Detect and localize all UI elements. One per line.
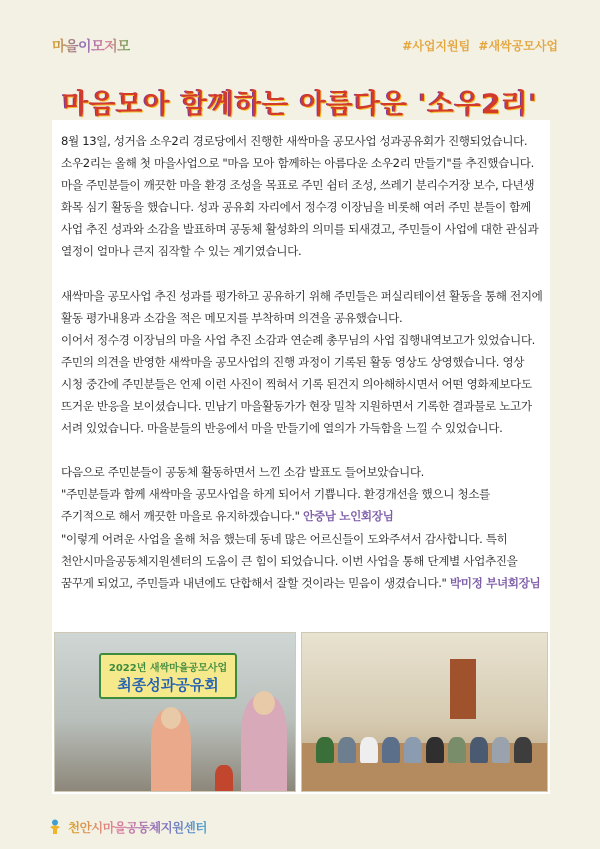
paragraph-facilitation: 새싹마을 공모사업 추진 성과를 평가하고 공유하기 위해 주민들은 퍼실리테이션 활동을 통해 전지에 활동 평가내용과 소감을 적은 메모지를 부착하며 의견을 공유했습니다. — [61, 288, 543, 325]
photo-attendee — [338, 737, 356, 763]
footer-logo — [48, 818, 207, 836]
article-headline: 마음모아 함께하는 아름다운 '소우2리' — [62, 89, 538, 120]
photo-person-child — [215, 765, 233, 791]
photo-door — [450, 659, 476, 719]
banner-title: 최종성과공유회 — [117, 676, 219, 694]
hashtag-team[interactable]: #사업지원팀 — [402, 39, 471, 53]
photo-attendee — [316, 737, 334, 763]
photo-attendee — [448, 737, 466, 763]
page-header — [0, 0, 600, 70]
photo-person-head — [253, 691, 275, 715]
quote-text-2: "이렇게 어려운 사업을 올해 처음 했는데 동네 많은 어르신들이 도와주셔서 감사합니다. 특히 천안시마을공동체지원센터의 도움이 큰 힘이 되었습니다. 이번 사업을 통해 단계별 사업추진을 꿈꾸게 되었고, 주민들과 내년에도 단합해서 잘할 것이라는 믿음이 생겼습니다." — [61, 531, 518, 590]
person-logo-icon — [48, 819, 62, 835]
photo-attendee — [470, 737, 488, 763]
quote-speaker-2: 박미정 부녀회장님 — [449, 575, 541, 590]
banner-subtitle: 2022년 새싹마을공모사업 — [108, 663, 228, 674]
hashtag-list — [398, 37, 558, 54]
photo-person-head — [161, 707, 181, 729]
quote-block-1 — [61, 483, 543, 527]
hashtag-project[interactable]: #새싹공모사업 — [478, 39, 558, 53]
quote-speaker-1: 안중남 노인회장님 — [303, 509, 394, 524]
quote-text-1: "주민분들과 함께 새싹마을 공모사업을 하게 되어서 기쁩니다. 환경개선을 했으니 청소를 주기적으로 해서 깨끗한 마을로 유지하겠습니다." — [61, 487, 490, 524]
article-card — [52, 120, 550, 794]
paragraph-testimony-intro: 다음으로 주민분들이 공동체 활동하면서 느낀 소감 발표도 들어보았습니다. — [61, 465, 425, 480]
footer-org-name: 천안시마을공동체지원센터 — [68, 820, 207, 835]
photo-attendee — [514, 737, 532, 763]
paragraph-report: 이어서 정수경 이장님의 마을 사업 추진 소감과 연순례 총무님의 사업 집행내역보고가 있었습니다. 주민의 의견을 반영한 새싹마을 공모사업의 진행 과정이 기록된 활동 영상도 상영했습니다. 영상 시청 중간에 주민분들은 언제 이런 사진이 찍혀서 기록 된건지 의아해하시면서 어떤 영화제보다도 뜨거운 반응을 보이셨습니다. 민남기 마을활동가가 현장 밀착 지원하면서 기록한 결과물로 노고가 서려 있었습니다. 마을분들의 반응에서 마을 만들기에 열의가 가득함을 느낄 수 있었습니다. — [61, 332, 536, 436]
photo-attendee — [360, 737, 378, 763]
section-brand: 마을이모저모 — [52, 36, 130, 56]
photo-attendee — [404, 737, 422, 763]
quote-block-2 — [61, 528, 543, 594]
photo-presentation — [54, 632, 296, 792]
photo-attendee — [426, 737, 444, 763]
photo-attendee — [382, 737, 400, 763]
photo-gathering — [301, 632, 548, 792]
paragraph-intro: 8월 13일, 성거읍 소우2리 경로당에서 진행한 새싹마을 공모사업 성과공유회가 진행되었습니다. 소우2리는 올해 첫 마을사업으로 "마음 모아 함께하는 아름다운 소우2리 만들기"를 추진했습니다. 마을 주민분들이 깨끗한 마을 환경 조성을 목표로 주민 쉼터 조성, 쓰레기 분리수거장 보수, 다년생 화목 심기 활동을 했습니다. 성과 공유회 자리에서 정수경 이장님을 비롯해 여러 주민 분들이 함께 사업 추진 성과와 소감을 발표하며 공동체 활성화의 의미를 되새겼고, 주민들이 사업에 대한 관심과 열정이 얼마나 큰지 짐작할 수 있는 계기였습니다. — [61, 134, 539, 259]
article-body — [61, 130, 543, 594]
photo-attendee — [492, 737, 510, 763]
event-banner — [99, 653, 237, 699]
